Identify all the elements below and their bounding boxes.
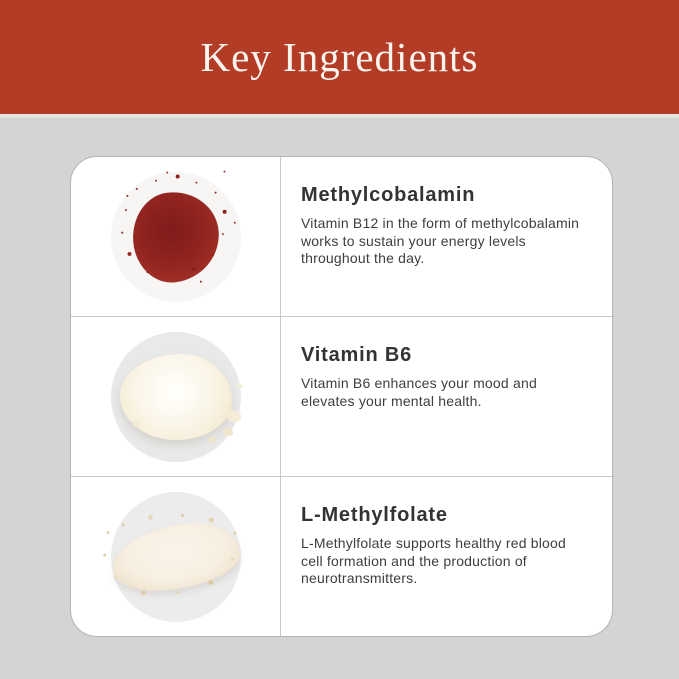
header-banner bbox=[0, 0, 679, 118]
ingredient-name: L-Methylfolate bbox=[301, 504, 448, 526]
ingredient-description: Vitamin B6 enhances your mood and elevates your mental health. bbox=[301, 375, 537, 409]
ingredient-name: Methylcobalamin bbox=[301, 184, 476, 206]
red-powder-icon bbox=[128, 187, 223, 285]
ingredient-name: Vitamin B6 bbox=[301, 344, 412, 366]
ingredient-text-cell bbox=[281, 477, 612, 636]
key-ingredients-card bbox=[70, 156, 613, 637]
red-powder-photo bbox=[111, 172, 241, 302]
ingredient-image-cell bbox=[71, 477, 281, 636]
page-title: Key Ingredients bbox=[200, 34, 479, 80]
ingredient-description: Vitamin B12 in the form of methylcobalamin works to sustain your energy levels throughout the day. bbox=[301, 215, 580, 267]
ingredient-description: L-Methylfolate supports healthy red blood cell formation and the production of neurotransmitters. bbox=[301, 535, 567, 587]
cream-powder-photo bbox=[111, 492, 241, 622]
ingredient-row-methylcobalamin bbox=[71, 157, 612, 316]
white-powder-icon bbox=[120, 354, 232, 440]
ingredient-image-cell bbox=[71, 157, 281, 316]
ingredient-text-cell bbox=[281, 317, 612, 476]
ingredient-row-l-methylfolate bbox=[71, 476, 612, 636]
ingredient-text-cell bbox=[281, 157, 612, 316]
ingredient-image-cell bbox=[71, 317, 281, 476]
white-powder-photo bbox=[111, 332, 241, 462]
ingredient-row-vitamin-b6 bbox=[71, 316, 612, 476]
cream-powder-icon bbox=[108, 517, 243, 596]
